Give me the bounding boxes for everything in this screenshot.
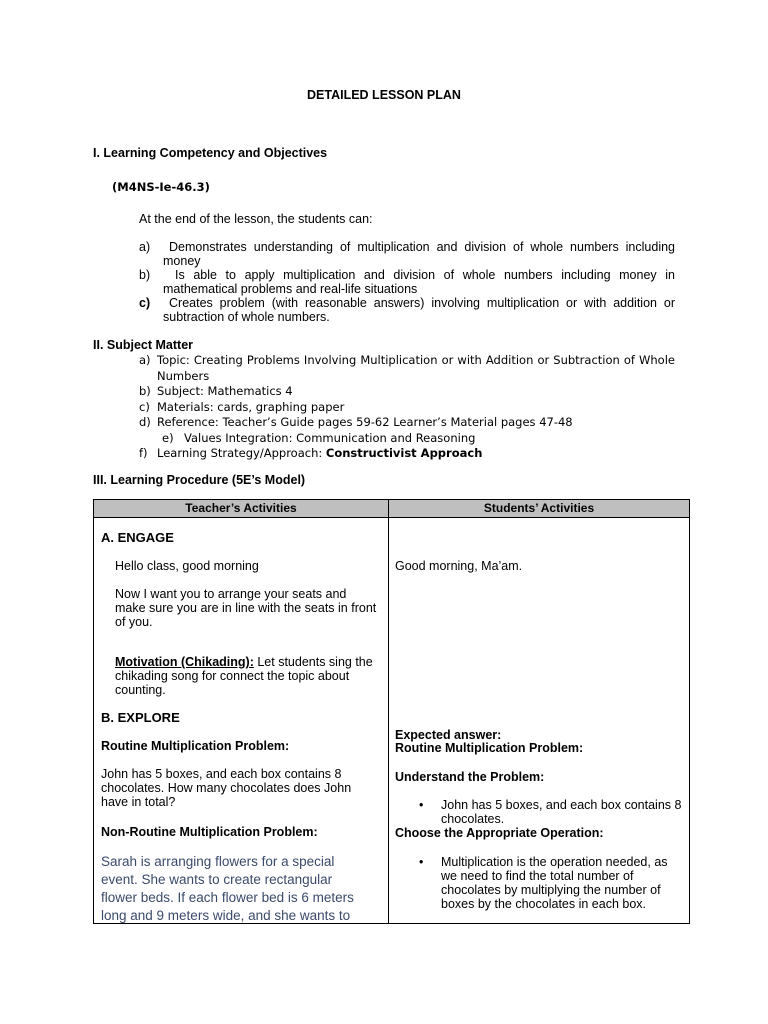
subject-item-label: b): [139, 384, 151, 398]
understand-problem-heading: Understand the Problem:: [395, 770, 545, 784]
strategy-approach: Constructivist Approach: [325, 446, 483, 460]
subject-item-label: e): [162, 430, 174, 445]
subject-item-text: Topic: Creating Problems Involving Multiplication or with Addition or Subtraction of Whole Numbers: [157, 353, 675, 383]
subject-item-label: c): [139, 399, 150, 414]
subject-item: [139, 353, 675, 384]
routine-problem-heading: Routine Multiplication Problem:: [101, 739, 290, 753]
objective-item: [139, 268, 675, 296]
column-header-teacher: Teacher’s Activities: [185, 501, 297, 515]
expected-answer-label: Expected answer:: [395, 728, 502, 742]
section-heading-subject-matter: II. Subject Matter: [93, 338, 194, 352]
activities-table: [93, 499, 690, 924]
subject-item-text: Reference: Teacher’s Guide pages 59-62 Learner’s Material pages 47-48: [157, 415, 573, 429]
explore-heading: B. EXPLORE: [101, 710, 180, 725]
subject-item-text: Values Integration: Communication and Reasoning: [184, 430, 476, 445]
section-heading-learning-procedure: III. Learning Procedure (5E’s Model): [93, 473, 306, 487]
teacher-greeting: Hello class, good morning: [115, 559, 259, 573]
motivation-text: Let students sing the chikading song for connect the topic about counting.: [115, 655, 373, 697]
routine-problem-text: John has 5 boxes, and each box contains 8 chocolates. How many chocolates does John have in total?: [101, 767, 352, 809]
subject-item-text: Subject: Mathematics 4: [157, 384, 293, 398]
objective-item: [139, 240, 675, 268]
choose-operation-heading: Choose the Appropriate Operation:: [395, 826, 604, 840]
subject-item: [139, 384, 675, 400]
motivation-label: Motivation (Chikading):: [115, 655, 254, 669]
subject-item-text: [157, 446, 675, 462]
objective-label: c): [139, 296, 151, 310]
subject-item: [139, 415, 675, 431]
column-divider: [388, 500, 389, 923]
students-greeting: Good morning, Ma’am.: [395, 559, 523, 573]
engage-heading: A. ENGAGE: [101, 530, 174, 545]
objective-text: Demonstrates understanding of multiplication and division of whole numbers including money: [163, 240, 675, 268]
teacher-arrange-instruction: Now I want you to arrange your seats and make sure you are in line with the seats in front of you.: [115, 587, 377, 629]
table-header: [94, 500, 689, 518]
objective-label: b): [139, 268, 151, 282]
motivation-paragraph: [115, 655, 385, 697]
competency-code: (M4NS-Ie-46.3): [112, 180, 210, 194]
subject-item-label: d): [139, 415, 151, 429]
subject-item: [139, 431, 675, 447]
students-routine-heading: Routine Multiplication Problem:: [395, 741, 584, 755]
objective-text: Creates problem (with reasonable answers) involving multiplication or with addition or subtraction of whole numbers.: [163, 296, 675, 324]
subject-item-label: f): [139, 446, 148, 460]
subject-matter-list: [139, 353, 675, 462]
nonroutine-problem-heading: Non-Routine Multiplication Problem:: [101, 825, 318, 839]
subject-item: [139, 446, 675, 462]
objective-label: a): [139, 240, 151, 254]
objectives-intro: At the end of the lesson, the students can:: [139, 212, 373, 226]
strategy-prefix: Learning Strategy/Approach:: [157, 446, 326, 460]
objective-text: Is able to apply multiplication and division of whole numbers including money in mathematical problems and real-life situations: [163, 268, 675, 296]
page-title: DETAILED LESSON PLAN: [307, 88, 461, 102]
bullet-text: John has 5 boxes, and each box contains 8 chocolates.: [441, 798, 682, 826]
section-heading-learning-competency: I. Learning Competency and Objectives: [93, 146, 328, 160]
bullet-icon: •: [419, 798, 424, 812]
bullet-icon: •: [419, 855, 424, 869]
column-header-students: Students’ Activities: [483, 501, 595, 515]
nonroutine-problem-text: Sarah is arranging flowers for a special event. She wants to create rectangular flower beds. If each flower bed is 6 meters long and 9 meters wide, and she wants to: [101, 854, 354, 923]
objective-item: [139, 296, 675, 324]
subject-item-text: Materials: cards, graphing paper: [157, 399, 345, 414]
subject-item-label: a): [139, 353, 151, 367]
subject-item: [139, 400, 675, 416]
bullet-text: Multiplication is the operation needed, as we need to find the total number of chocolates by multiplying the number of boxes by the chocolates in each box.: [441, 855, 668, 911]
